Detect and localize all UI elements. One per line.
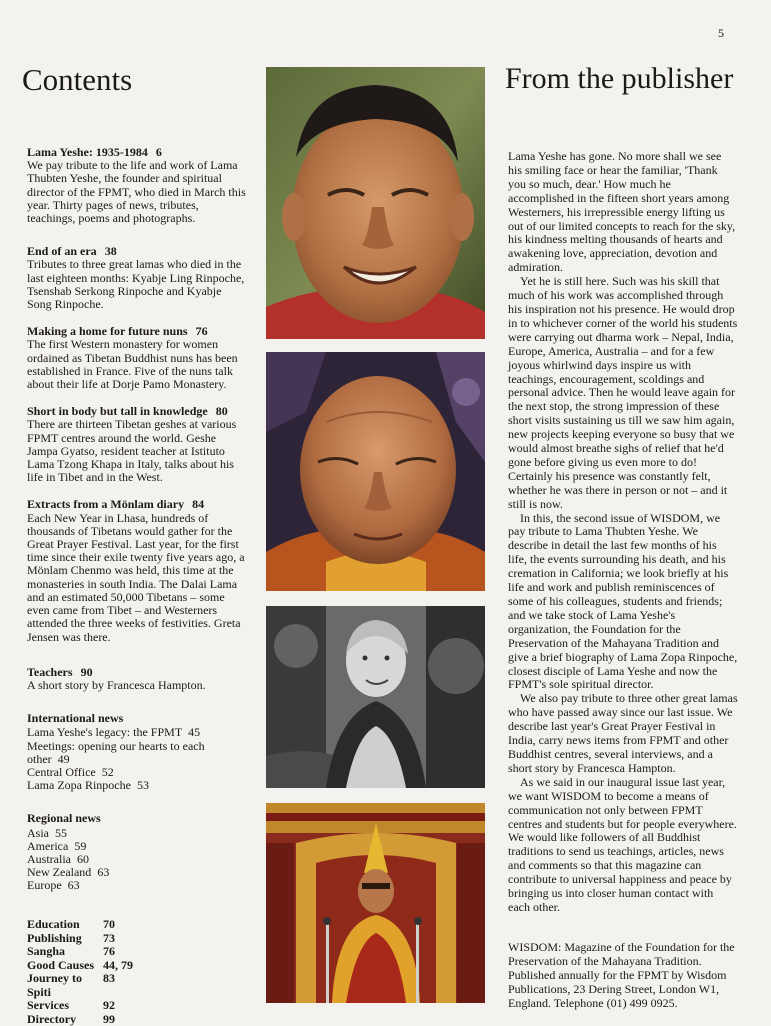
toc-section[interactable] <box>27 325 247 391</box>
toc-section-title[interactable]: Short in body but tall in knowledge <box>27 404 208 418</box>
toc-section-text: We pay tribute to the life and work of Lama Thubten Yeshe, the founder and spiritual director of the FPMT, who died in March this year. Thirty pages of news, tributes, teachings, poems and photographs. <box>27 159 247 225</box>
publisher-paragraph: Yet he is still here. Such was his skill that much of his work was accomplished through his inspiration not his presence. He would drop in to whichever corner of the world his students were carrying out dharma work – Nepal, India, Europe, America, Australia – and for a few joyous whirlwind days inspire us with teachings, encouragement, scoldings and personal advice. Then he would leave again for the next stop, the strong impression of these short visits sustaining us till we saw him again, new projects keeping everyone so busy that we would almost breathe sighs of relief that he'd gone before giving us even more to do! Certainly his presence was constantly felt, whether he was there in person or not – and it still is now. <box>508 275 738 511</box>
publisher-title: From the publisher <box>505 62 745 96</box>
dalai-lama-teaching-photo <box>266 803 485 1003</box>
toc-section-title[interactable]: End of an era <box>27 244 97 258</box>
list-item[interactable]: New Zealand 63 <box>27 866 247 879</box>
toc-section-text: There are thirteen Tibetan geshes at various FPMT centres around the world. Geshe Jampa Gyatso, resident teacher at Istituto Lama Tzong Khapa in Italy, talks about his life in Tibet and in the West. <box>27 418 247 484</box>
toc-page-number: 76 <box>196 324 208 338</box>
toc-section[interactable] <box>27 146 247 225</box>
publisher-paragraph: Lama Yeshe has gone. No more shall we see his smiling face or hear the familiar, 'Thank you so much, dear.' How much he accomplished in the fifteen short years among Westerners, his irrepressible energy lifting us out of our limited concepts to reach for the sky, his kindness melting thousands of hearts and awakening love, appreciation, devotion and admiration. <box>508 150 738 275</box>
toc-section[interactable] <box>27 666 247 692</box>
list-item[interactable]: Meetings: opening our hearts to each other 49 <box>27 740 247 766</box>
toc-section-text: A short story by Francesca Hampton. <box>27 679 247 692</box>
international-news-title: International news <box>27 712 247 725</box>
list-item[interactable]: Central Office 52 <box>27 766 247 779</box>
smiling-lama-photo <box>266 67 485 339</box>
toc-page-number: 90 <box>81 665 93 679</box>
list-item[interactable]: Services 92 <box>27 999 133 1013</box>
toc-section-text: The first Western monastery for women ordained as Tibetan Buddhist nuns has been established in France. Five of the nuns talk about their life at Dorje Pamo Monastery. <box>27 338 247 391</box>
list-item[interactable]: America 59 <box>27 840 247 853</box>
elderly-lama-photo <box>266 352 485 591</box>
contents-title: Contents <box>22 62 132 98</box>
toc-section-text: Each New Year in Lhasa, hundreds of thousands of Tibetans would gather for the Great Prayer Festival. Last year, for the first time since their exile twenty five years ago, a Mönlam Chenmo was held, this time at the monasteries in south India. The Dalai Lama and an estimated 50,000 Tibetans – some even came from Tibet – and Westerners attended the three weeks of festivities. Greta Jensen was there. <box>27 512 247 644</box>
list-item[interactable]: Europe 63 <box>27 879 247 892</box>
list-item[interactable]: Lama Yeshe's legacy: the FPMT 45 <box>27 726 247 739</box>
toc-page-number: 84 <box>192 497 204 511</box>
list-item[interactable]: Journey to Spiti 83 <box>27 972 133 999</box>
publisher-paragraph: As we said in our inaugural issue last year, we want WISDOM to become a means of communication not only between FPMT centres and students but for people everywhere. We would like followers of all Buddhist traditions to send us teachings, articles, news and comments so that this magazine can contribute to universal happiness and peace by bringing us into closer human contact with each other. <box>508 776 738 915</box>
toc-section[interactable] <box>27 498 247 643</box>
toc-page-number: 38 <box>105 244 117 258</box>
colophon: WISDOM: Magazine of the Foundation for the Preservation of the Mahayana Tradition. Published annually for the FPMT by Wisdom Publications, 23 Dering Street, London W1, England. Telephone (01) 499 0925. <box>508 940 740 1010</box>
list-item[interactable]: Good Causes 44, 79 <box>27 959 133 973</box>
toc-section[interactable] <box>27 245 247 311</box>
list-item[interactable]: Directory 99 <box>27 1013 133 1026</box>
list-item[interactable]: Publishing 73 <box>27 932 133 946</box>
toc-section-text: Tributes to three great lamas who died in the last eighteen months: Kyabje Ling Rinpoche, Tsenshab Serkong Rinpoche and Kyabje Song Rinpoche. <box>27 258 247 311</box>
toc-section-title[interactable]: Making a home for future nuns <box>27 324 188 338</box>
toc-page-number: 80 <box>216 404 228 418</box>
list-item[interactable]: Education 70 <box>27 918 133 932</box>
toc-other-sections <box>27 918 133 1026</box>
publisher-paragraph: In this, the second issue of WISDOM, we pay tribute to Lama Thubten Yeshe. We describe in detail the last few months of his life, the events surrounding his death, and his cremation in California; we look briefly at his life and work and publish reminiscences of some of his colleagues, students and friends; and we take stock of Lama Yeshe's organization, the Foundation for the Preservation of the Mahayana Tradition and give a brief biography of Lama Zopa Rinpoche, closest disciple of Lama Yeshe and now the FPMT's sole spiritual director. <box>508 512 738 693</box>
publisher-letter <box>508 150 738 915</box>
publisher-paragraph: We also pay tribute to three other great lamas who have passed away since our last issue. We describe last year's Great Prayer Festival in India, carry news items from FPMT and other Buddhist centres, several interviews, and a short story by Francesca Hampton. <box>508 692 738 775</box>
nun-portrait-photo <box>266 606 485 788</box>
regional-news-title: Regional news <box>27 812 247 825</box>
toc-section-title[interactable]: Extracts from a Mönlam diary <box>27 497 184 511</box>
table-of-contents <box>27 146 247 903</box>
toc-section-title[interactable]: Teachers <box>27 665 73 679</box>
list-item[interactable]: Sangha 76 <box>27 945 133 959</box>
list-item[interactable]: Lama Zopa Rinpoche 53 <box>27 779 247 792</box>
page-number: 5 <box>718 26 724 41</box>
toc-page-number: 6 <box>156 145 162 159</box>
list-item[interactable]: Australia 60 <box>27 853 247 866</box>
list-item[interactable]: Asia 55 <box>27 827 247 840</box>
toc-section[interactable] <box>27 405 247 484</box>
regional-news-group <box>27 812 247 892</box>
international-news-group <box>27 712 247 792</box>
toc-section-title[interactable]: Lama Yeshe: 1935-1984 <box>27 145 148 159</box>
